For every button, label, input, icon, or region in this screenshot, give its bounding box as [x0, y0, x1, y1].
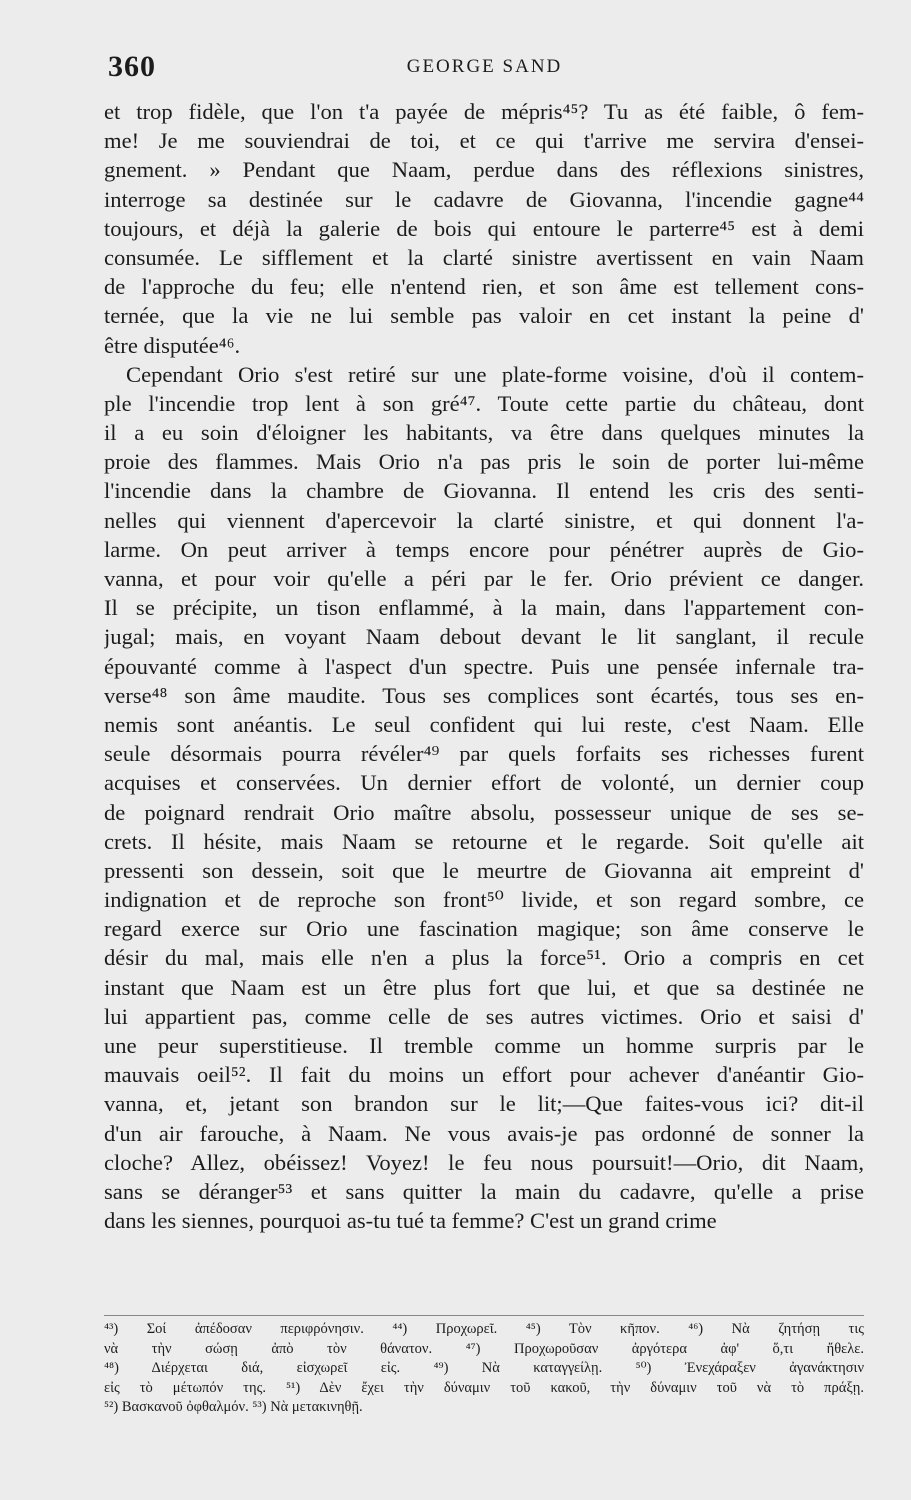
text-line: nemis sont anéantis. Le seul confident qui lui reste, c'est Naam. Elle — [104, 711, 864, 737]
footnote-line: νὰ τὴν σώσῃ ἀπὸ τὸν θάνατον. ⁴⁷) Προχωροῦσαν ἀργότερα ἀφ' ὅ,τι ἤθελε. — [104, 1340, 864, 1357]
text-line: épouvanté comme à l'aspect d'un spectre. Puis une pensée infernale tra- — [104, 653, 864, 679]
text-line: verse⁴⁸ son âme maudite. Tous ses complices sont écartés, tous ses en- — [104, 682, 864, 708]
text-line: lui appartient pas, comme celle de ses autres victimes. Orio et saisi d' — [104, 1003, 864, 1029]
text-line: gnement. » Pendant que Naam, perdue dans des réflexions sinistres, — [104, 157, 864, 183]
text-line: d'un air farouche, à Naam. Ne vous avais-je pas ordonné de sonner la — [104, 1120, 864, 1146]
text-line: de poignard rendrait Orio maître absolu, possesseur unique de ses se- — [104, 799, 864, 825]
text-line: toujours, et déjà la galerie de bois qui entoure le parterre⁴⁵ est à demi — [104, 215, 864, 241]
text-line: l'incendie dans la chambre de Giovanna. Il entend les cris des senti- — [104, 478, 864, 504]
text-line: de l'approche du feu; elle n'entend rien, et son âme est tellement cons- — [104, 274, 864, 300]
text-line: vanna, et pour voir qu'elle a péri par le fer. Orio prévient ce danger. — [104, 566, 864, 591]
text-line: vanna, et, jetant son brandon sur le lit;—Que faites-vous ici? dit-il — [104, 1091, 864, 1117]
text-line: sans se déranger⁵³ et sans quitter la main du cadavre, qu'elle a prise — [104, 1178, 864, 1204]
text-line: instant que Naam est un être plus fort que lui, et que sa destinée ne — [104, 974, 864, 1000]
text-line: larme. On peut arriver à temps encore pour pénétrer auprès de Gio- — [104, 536, 864, 562]
body-text — [104, 97, 864, 1235]
text-line: ternée, que la vie ne lui semble pas valoir en cet instant la peine d' — [104, 303, 864, 329]
text-line: ple l'incendie trop lent à son gré⁴⁷. Toute cette partie du château, dont — [104, 390, 864, 416]
text-line: dans les siennes, pourquoi as-tu tué ta femme? C'est un grand crime — [104, 1208, 717, 1234]
text-line: Cependant Orio s'est retiré sur une plate-forme voisine, d'où il contem- — [126, 361, 864, 387]
text-line: pressenti son dessein, soit que le meurtre de Giovanna ait empreint d' — [104, 857, 864, 883]
text-line: et trop fidèle, que l'on t'a payée de mépris⁴⁵? Tu as été faible, ô fem- — [104, 99, 864, 124]
text-line: seule désormais pourra révéler⁴⁹ par quels forfaits ses richesses furent — [104, 741, 864, 767]
text-line: proie des flammes. Mais Orio n'a pas pris le soin de porter lui-même — [104, 449, 864, 475]
text-line: interroge sa destinée sur le cadavre de Giovanna, l'incendie gagne⁴⁴ — [104, 186, 864, 212]
footnote-line: ⁴³) Σοί ἀπέδοσαν περιφρόνησιν. ⁴⁴) Προχωρεῖ. ⁴⁵) Τὸν κῆπον. ⁴⁶) Νὰ ζητήσῃ τις — [104, 1321, 864, 1337]
text-line: consumée. Le sifflement et la clarté sinistre avertissent en vain Naam — [104, 244, 864, 270]
text-line: indignation et de reproche son front⁵⁰ livide, et son regard sombre, ce — [104, 887, 864, 913]
text-line: Il se précipite, un tison enflammé, à la main, dans l'appartement con- — [104, 595, 864, 621]
running-title: GEORGE SAND — [406, 56, 563, 77]
footnote-line: ⁵²) Βασκανοῦ ὀφθαλμόν. ⁵³) Νὰ μετακινηθῇ. — [104, 1399, 363, 1415]
text-line: une peur superstitieuse. Il tremble comme un homme surpris par le — [104, 1033, 864, 1058]
text-line: il a eu soin d'éloigner les habitants, va être dans quelques minutes la — [104, 420, 864, 446]
page-number: 360 — [108, 50, 156, 83]
text-line: acquises et conservées. Un dernier effort de volonté, un dernier coup — [104, 770, 864, 796]
text-line: nelles qui viennent d'apercevoir la clarté sinistre, et qui donnent l'a- — [104, 507, 864, 533]
footnote-line: ⁴⁸) Διέρχεται διά, εἰσχωρεῖ εἰς. ⁴⁹) Νὰ καταγγείλῃ. ⁵⁰) Ἐνεχάραξεν ἀγανάκτησιν — [104, 1360, 864, 1376]
running-head — [108, 50, 861, 82]
text-line: être disputée⁴⁶. — [104, 332, 241, 358]
footnotes — [104, 1315, 864, 1418]
text-line: regard exerce sur Orio une fascination magique; son âme conserve le — [104, 916, 864, 942]
text-line: mauvais oeil⁵². Il fait du moins un effort pour achever d'anéantir Gio- — [104, 1062, 864, 1088]
text-line: crets. Il hésite, mais Naam se retourne et le regarde. Soit qu'elle ait — [104, 828, 864, 854]
text-line: me! Je me souviendrai de toi, et ce qui t'arrive me servira d'ensei- — [104, 128, 864, 154]
footnote-line: εἰς τὸ μέτωπόν της. ⁵¹) Δὲν ἔχει τὴν δύναμιν τοῦ κακοῦ, τὴν δύναμιν τοῦ νὰ τὸ πράξῃ. — [104, 1379, 864, 1396]
text-line: cloche? Allez, obéissez! Voyez! le feu nous poursuit!—Orio, dit Naam, — [104, 1149, 864, 1175]
text-line: jugal; mais, en voyant Naam debout devant le lit sanglant, il recule — [104, 624, 864, 650]
text-line: désir du mal, mais elle n'en a plus la force⁵¹. Orio a compris en cet — [104, 945, 864, 971]
